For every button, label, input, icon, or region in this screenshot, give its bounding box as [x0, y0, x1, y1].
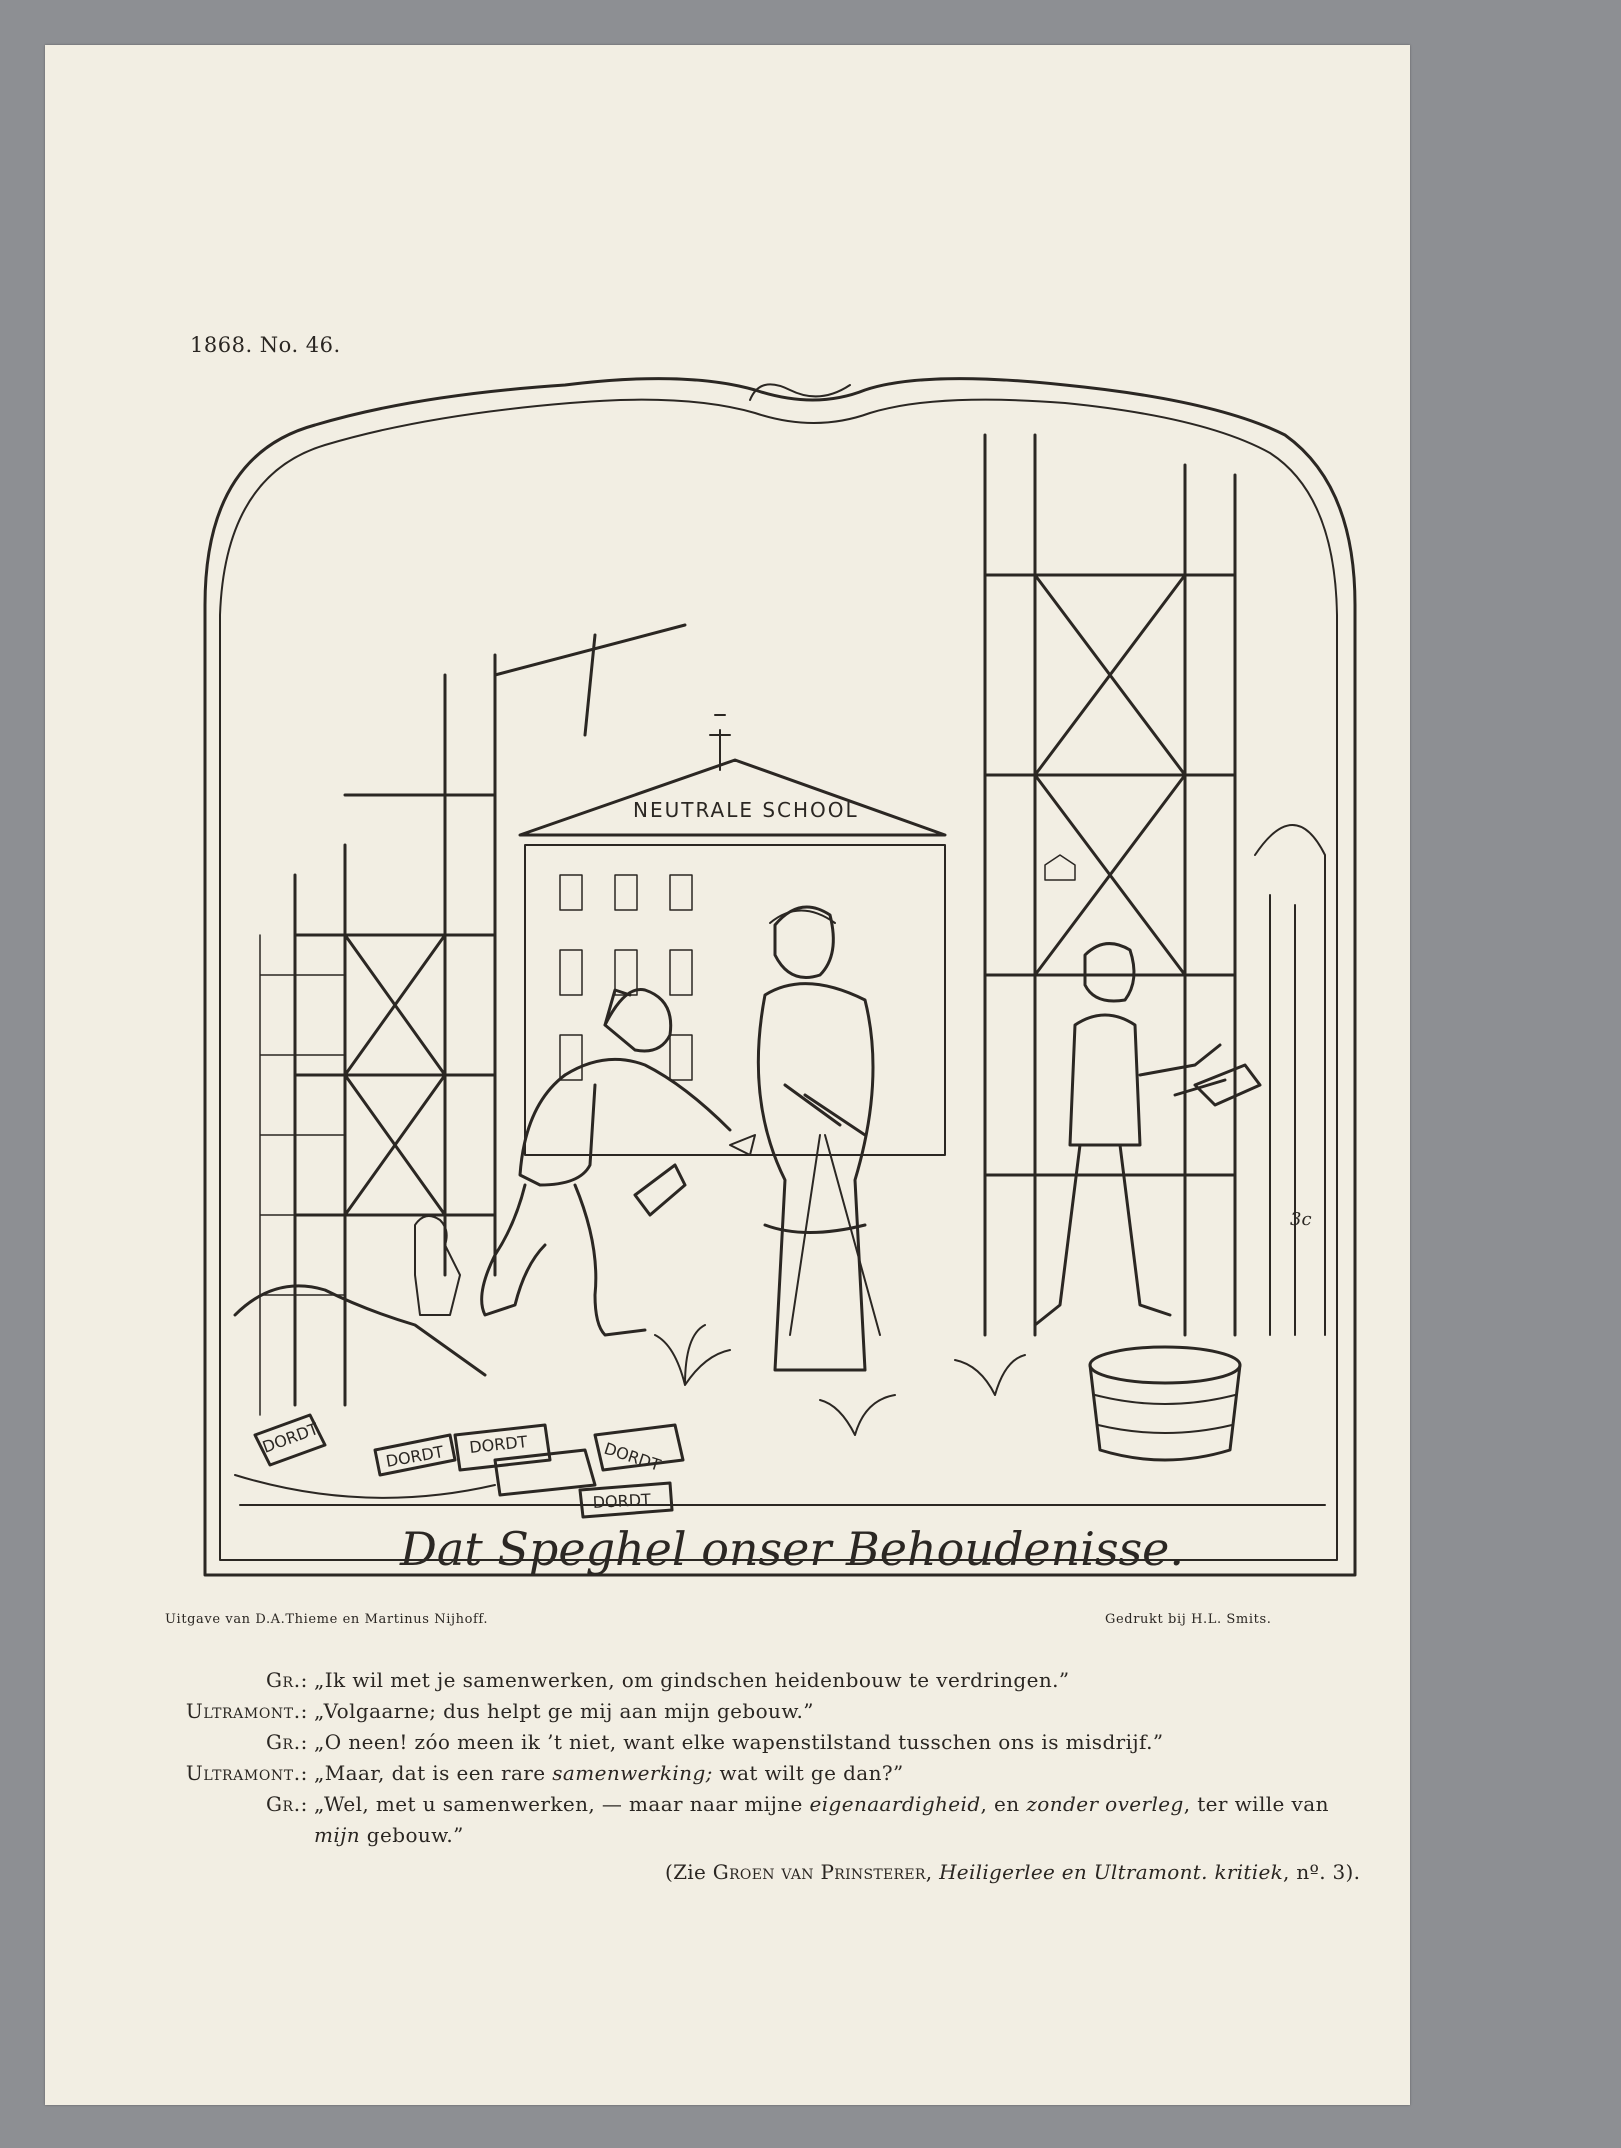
- print-sheet: [45, 45, 1410, 2105]
- source-author: Groen van Prinsterer: [712, 1860, 926, 1884]
- figure-bending-man: [482, 989, 755, 1335]
- brick-label-2: DORDT: [384, 1442, 445, 1471]
- speech-part: gebouw.”: [360, 1823, 464, 1847]
- dialogue-line: [155, 1789, 1465, 1820]
- speaker-label: Gr.:: [265, 1668, 308, 1692]
- speech-text: „Ik wil met je samenwerken, om gindschen heidenbouw te verdringen.”: [314, 1668, 1070, 1692]
- brick-label-1: DORDT: [259, 1419, 321, 1457]
- speech-text: [314, 1758, 1465, 1789]
- issue-number: 1868. No. 46.: [190, 333, 341, 357]
- figure-mason: [1035, 944, 1260, 1325]
- plant-sprigs: [655, 1325, 1025, 1435]
- speech-emphasis: zonder overleg: [1026, 1792, 1184, 1816]
- speech-part: „Wel, met u samenwerken, — maar naar mijne: [314, 1792, 810, 1816]
- speech-part: , en: [980, 1792, 1027, 1816]
- source-reference: [155, 1857, 1465, 1888]
- school-sign: NEUTRALE SCHOOL: [633, 798, 859, 822]
- speech-part: , ter wille van: [1183, 1792, 1329, 1816]
- speech-part: „Maar, dat is een rare: [314, 1761, 553, 1785]
- dialogue-block: [155, 1665, 1465, 1888]
- speech-emphasis: samenwerking;: [552, 1761, 713, 1785]
- brick-label-3: DORDT: [468, 1432, 529, 1457]
- right-scaffolding: [985, 435, 1325, 1335]
- background-worker: [415, 1216, 460, 1315]
- speech-text: „O neen! zóo meen ik ’t niet, want elke wapenstilstand tusschen ons is misdrijf.”: [314, 1730, 1164, 1754]
- source-part: (Zie: [665, 1860, 713, 1884]
- speech-text: [314, 1789, 1465, 1820]
- dialogue-line: [155, 1665, 1465, 1696]
- brick-label-5: DORDT: [592, 1489, 652, 1512]
- water-tub: [1090, 1347, 1240, 1460]
- speech-part: wat wilt ge dan?”: [712, 1761, 904, 1785]
- brick-label-4: DORDT: [601, 1438, 663, 1475]
- speech-text: „Volgaarne; dus helpt ge mij aan mijn gebouw.”: [314, 1699, 814, 1723]
- illustration-caption: Dat Speghel onser Behoudenisse.: [400, 1522, 1185, 1576]
- speaker-label: Gr.:: [265, 1730, 308, 1754]
- dialogue-line: [155, 1758, 1465, 1789]
- source-part: ,: [925, 1860, 940, 1884]
- printer-imprint: Gedrukt bij H.L. Smits.: [1105, 1612, 1272, 1627]
- speaker-label: Gr.:: [265, 1792, 308, 1816]
- speaker-label: Ultramont.:: [185, 1761, 308, 1785]
- dialogue-continuation: [155, 1820, 1465, 1851]
- arch-frame: [205, 379, 1355, 1575]
- school-building: [520, 715, 945, 1155]
- source-title: Heiligerlee en Ultramont. kritiek: [939, 1860, 1284, 1884]
- figure-robed-man: [758, 907, 880, 1370]
- dialogue-line: [155, 1727, 1465, 1758]
- speech-emphasis: mijn: [314, 1823, 361, 1847]
- monogram: 3c: [1290, 1209, 1312, 1230]
- brick-pile: [235, 1286, 683, 1517]
- publisher-imprint: Uitgave van D.A.Thieme en Martinus Nijhoff.: [165, 1612, 489, 1627]
- source-part: , nº. 3).: [1283, 1860, 1361, 1884]
- engraving-illustration: [165, 375, 1415, 1645]
- speech-emphasis: eigenaardigheid: [809, 1792, 981, 1816]
- dialogue-line: [155, 1696, 1465, 1727]
- speaker-label: Ultramont.:: [185, 1699, 308, 1723]
- left-scaffolding: [260, 625, 685, 1415]
